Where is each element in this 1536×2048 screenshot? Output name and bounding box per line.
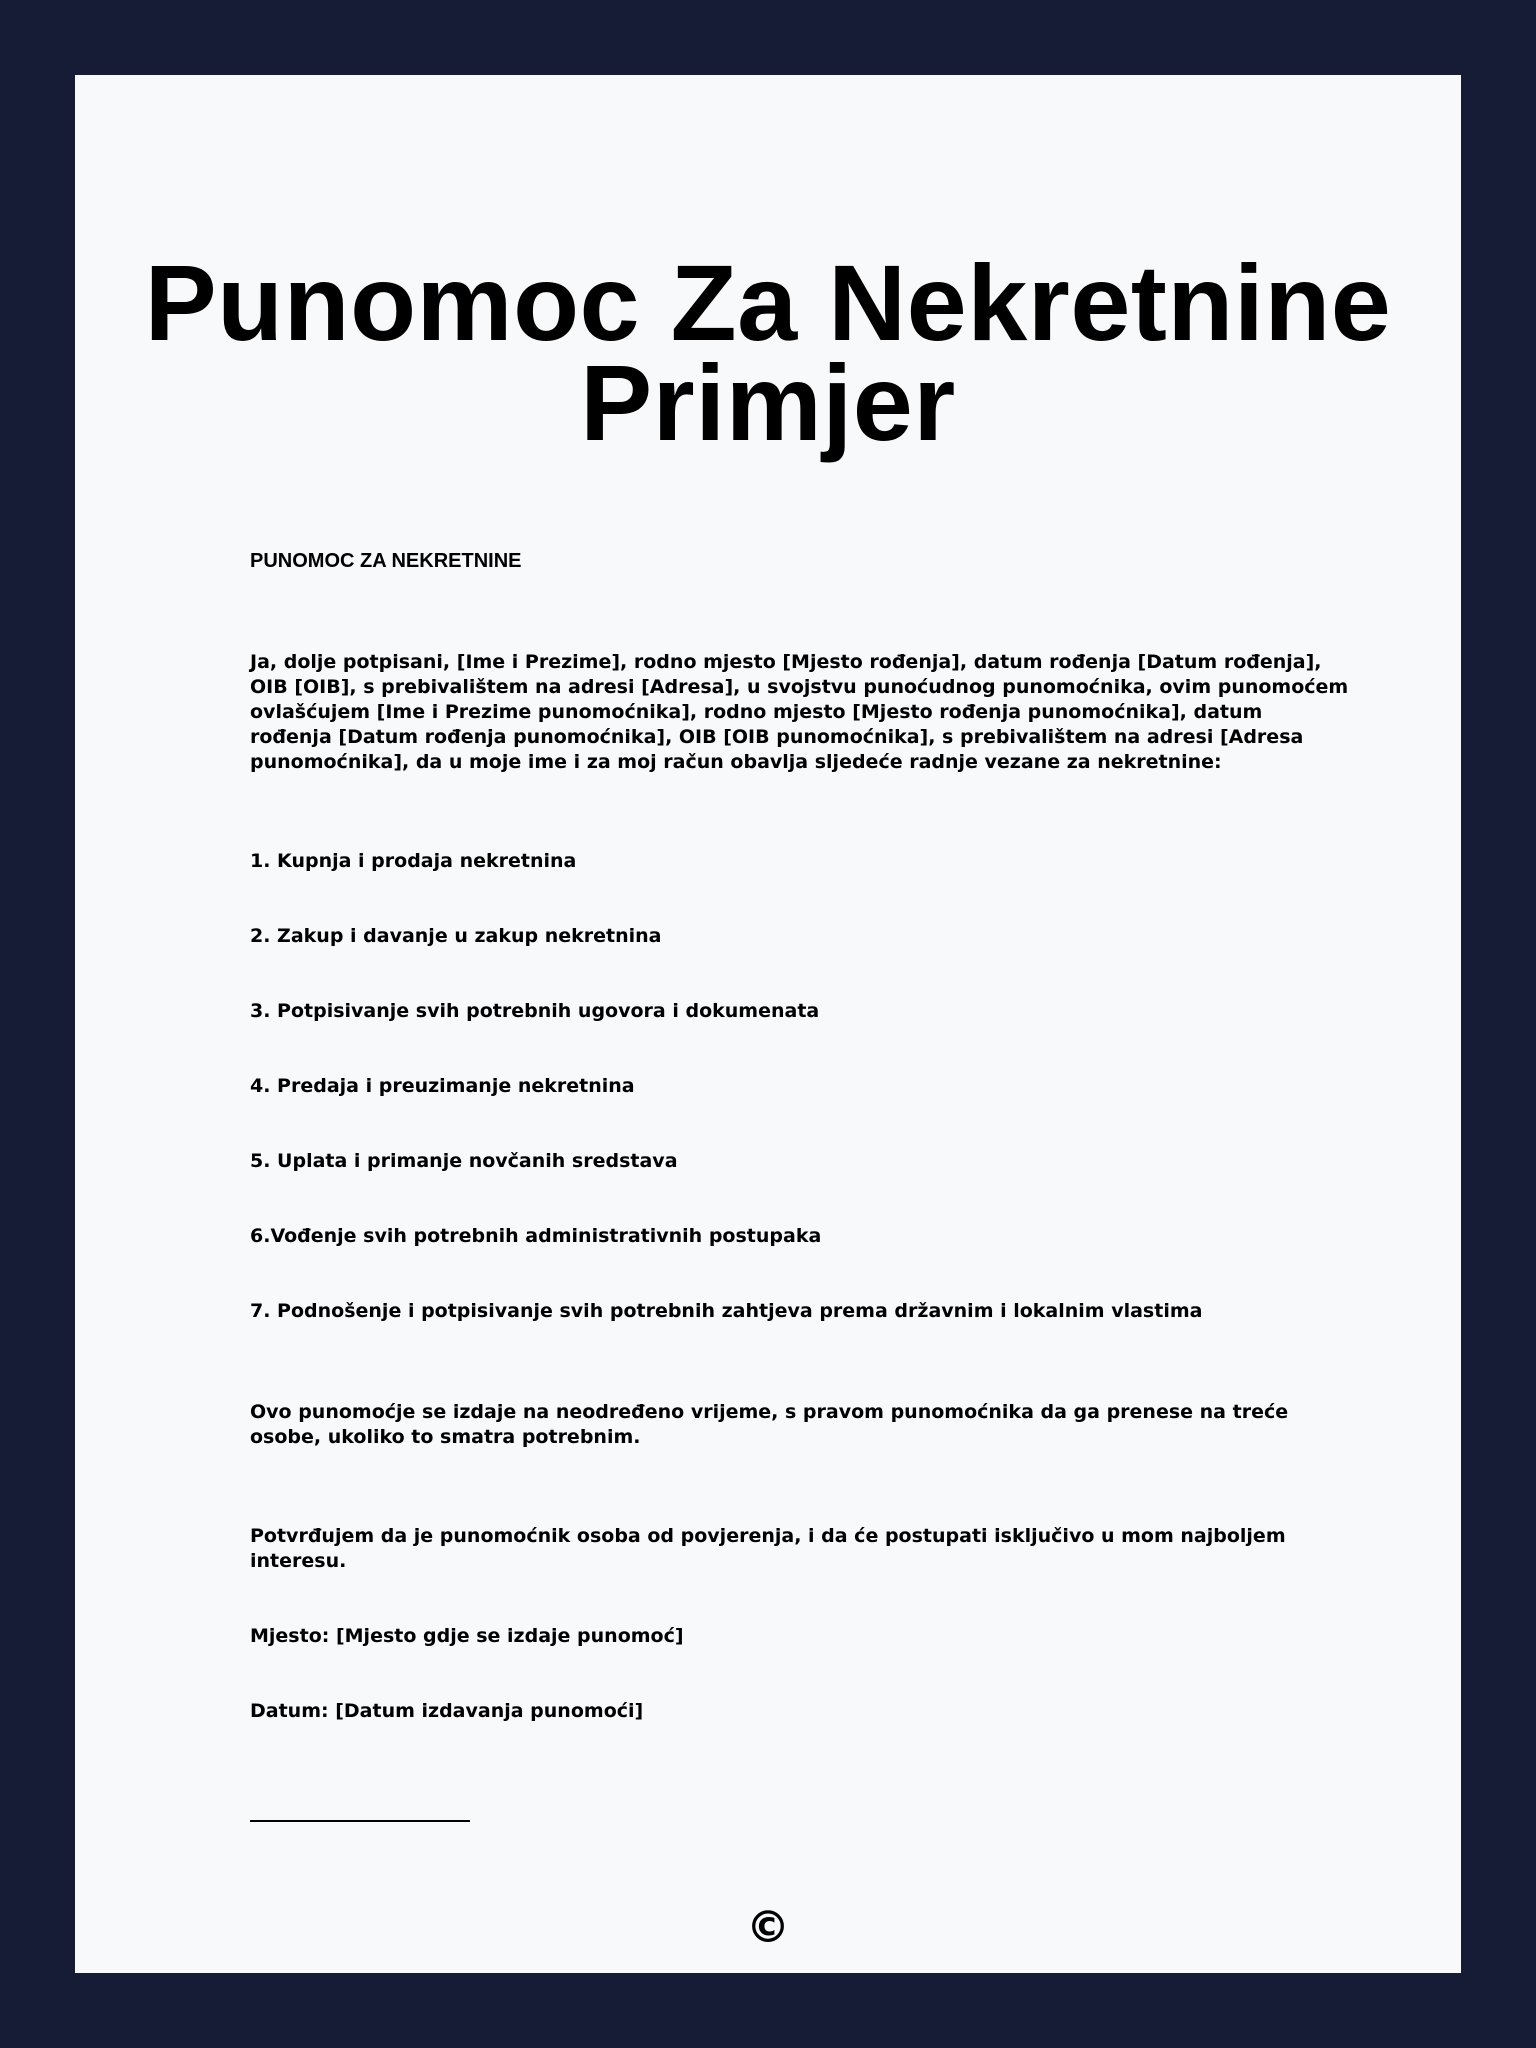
place-field: Mjesto: [Mjesto gdje se izdaje punomoć] [250,1625,684,1647]
date-field: Datum: [Datum izdavanja punomoći] [250,1700,644,1722]
list-item: 4. Predaja i preuzimanje nekretnina [250,1075,635,1097]
list-item: 3. Potpisivanje svih potrebnih ugovora i dokumenata [250,1000,820,1022]
copyright-icon: © [746,1902,790,1953]
list-item: 2. Zakup i davanje u zakup nekretnina [250,925,662,947]
list-item: 7. Podnošenje i potpisivanje svih potrebnih zahtjeva prema državnim i lokalnim vlastima [250,1300,1203,1322]
signature-line [250,1820,470,1822]
list-item: 6.Vođenje svih potrebnih administrativnih postupaka [250,1225,822,1247]
confirmation-paragraph: Potvrđujem da je punomoćnik osoba od povjerenja, i da će postupati isključivo u mom najboljem interesu. [250,1525,1286,1572]
list-item: 5. Uplata i primanje novčanih sredstava [250,1150,678,1172]
document-heading: PUNOMOC ZA NEKRETNINE [250,550,522,572]
document-page [75,75,1461,1973]
validity-paragraph: Ovo punomoćje se izdaje na neodređeno vrijeme, s pravom punomoćnika da ga prenese na treće osobe, ukoliko to smatra potrebnim. [250,1401,1289,1448]
document-title: Punomoc Za Nekretnine Primjer [144,242,1392,463]
list-item: 1. Kupnja i prodaja nekretnina [250,850,577,872]
intro-paragraph: Ja, dolje potpisani, [Ime i Prezime], rodno mjesto [Mjesto rođenja], datum rođenja [Datum rođenja], OIB [OIB], s prebivalištem na adresi [Adresa], u svojstvu punoćudnog punomoćnika, ovim punomoćem ovlašćujem [Ime i Prezime punomoćnika], rodno mjesto [Mjesto rođenja punomoćnika], datum rođenja [Datum rođenja punomoćnika], OIB [OIB punomoćnika], s prebivalištem na adresi [Adresa punomoćnika], da u moje ime i za moj račun obavlja sljedeće radnje vezane za nekretnine: [250,651,1349,773]
